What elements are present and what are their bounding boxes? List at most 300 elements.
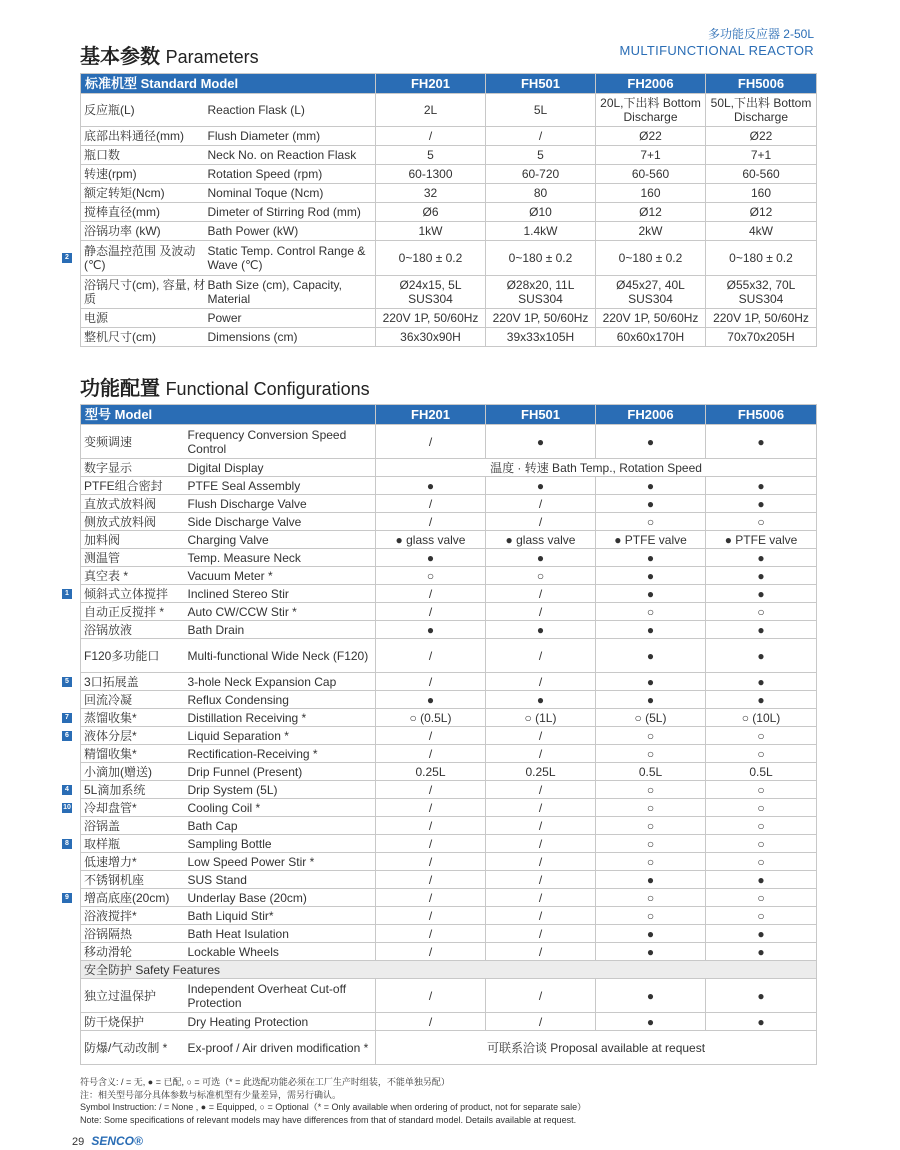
row-value: 60-1300 [376, 165, 486, 184]
row-label-en: Frequency Conversion Speed Control [186, 425, 376, 459]
row-value: ● glass valve [376, 531, 486, 549]
row-label-cn: 倾斜式立体搅拌 [81, 585, 186, 603]
row-value: ● [486, 621, 596, 639]
row-label-cn: 3口拓展盖 [81, 673, 186, 691]
row-value: ● [706, 567, 817, 585]
row-value: Ø28x20, 11L SUS304 [486, 276, 596, 309]
row-value: / [376, 425, 486, 459]
row-label-en: Drip Funnel (Present) [186, 763, 376, 781]
table-row [81, 943, 817, 961]
row-label-en: Drip System (5L) [186, 781, 376, 799]
row-value: 50L,下出料 Bottom Discharge [706, 94, 817, 127]
row-value: ● [596, 621, 706, 639]
header-model-fh201: FH201 [376, 74, 486, 94]
row-label-cn: 电源 [81, 309, 206, 328]
row-value: 7+1 [596, 146, 706, 165]
row-value: ● [706, 585, 817, 603]
row-label-en: Side Discharge Valve [186, 513, 376, 531]
row-value: / [376, 603, 486, 621]
row-label-en: Charging Valve [186, 531, 376, 549]
table-row [81, 567, 817, 585]
row-label-en: Bath Cap [186, 817, 376, 835]
row-value: ● [596, 477, 706, 495]
row-label-cn: 真空表 * [81, 567, 186, 585]
row-label-cn: 小滴加(赠送) [81, 763, 186, 781]
table-row [81, 94, 817, 127]
row-value: ● [706, 943, 817, 961]
note-line: Symbol Instruction: / = None , ● = Equipped, ○ = Optional（* = Only available when ordering of product, not for separate sale） [80, 1102, 587, 1112]
row-label-en: Digital Display [186, 459, 376, 477]
row-value: ● [706, 477, 817, 495]
row-value: / [376, 853, 486, 871]
row-value: / [376, 979, 486, 1013]
row-value: / [376, 745, 486, 763]
row-label-en: Inclined Stereo Stir [186, 585, 376, 603]
row-label-cn: 冷却盘管* [81, 799, 186, 817]
row-value: ● [706, 925, 817, 943]
row-value: 20L,下出料 Bottom Discharge [596, 94, 706, 127]
row-value: 0~180 ± 0.2 [376, 241, 486, 276]
parameters-table [80, 73, 817, 347]
row-label-en: Static Temp. Control Range & Wave (℃) [206, 241, 376, 276]
table-row [81, 835, 817, 853]
catalog-header-cn: 多功能反应器 2-50L [707, 27, 814, 41]
row-value: ○ [706, 603, 817, 621]
row-value: / [376, 925, 486, 943]
row-value: ○ [706, 817, 817, 835]
config-title-cn: 功能配置 [80, 378, 160, 400]
row-label-cn: F120多功能口 [81, 639, 186, 673]
row-value: Ø6 [376, 203, 486, 222]
row-label-cn: 取样瓶 [81, 835, 186, 853]
table-row [81, 907, 817, 925]
row-value: 5L [486, 94, 596, 127]
row-label-en: SUS Stand [186, 871, 376, 889]
row-label-en: Sampling Bottle [186, 835, 376, 853]
row-label-en: Bath Drain [186, 621, 376, 639]
row-value: / [486, 673, 596, 691]
row-value: ● [486, 549, 596, 567]
row-value: / [376, 495, 486, 513]
row-value: ○ [596, 817, 706, 835]
row-label-cn: 反应瓶(L) [81, 94, 206, 127]
row-value: / [376, 889, 486, 907]
row-value: 0~180 ± 0.2 [486, 241, 596, 276]
header-model-fh2006: FH2006 [596, 405, 706, 425]
table-row [81, 745, 817, 763]
row-number-badge: 8 [62, 839, 72, 849]
row-label-cn: 精馏收集* [81, 745, 186, 763]
row-value: 39x33x105H [486, 328, 596, 347]
row-number-badge: 7 [62, 713, 72, 723]
header-model-fh5006: FH5006 [706, 405, 817, 425]
row-number-badge: 4 [62, 785, 72, 795]
note-line: 注：相关型号部分具体参数与标准机型有少量差异，需另行确认。 [80, 1089, 342, 1100]
row-value: 1.4kW [486, 222, 596, 241]
row-value: ● [596, 871, 706, 889]
row-label-en: Reflux Condensing [186, 691, 376, 709]
row-label-cn: 额定转矩(Ncm) [81, 184, 206, 203]
row-value: ● [596, 1013, 706, 1031]
row-value: / [486, 745, 596, 763]
row-value: ○ [706, 727, 817, 745]
row-value: ● [596, 425, 706, 459]
row-value: / [486, 853, 596, 871]
row-label-en: Cooling Coil * [186, 799, 376, 817]
row-value: Ø10 [486, 203, 596, 222]
table-row [81, 727, 817, 745]
row-value: 0.25L [376, 763, 486, 781]
row-value: ● [376, 691, 486, 709]
row-value: / [486, 889, 596, 907]
row-value: 0~180 ± 0.2 [706, 241, 817, 276]
row-value: / [486, 817, 596, 835]
row-value: ● [596, 943, 706, 961]
row-label-cn: 5L滴加系统 [81, 781, 186, 799]
row-number-badge: 6 [62, 731, 72, 741]
row-value: ● [706, 691, 817, 709]
row-value: ● [596, 549, 706, 567]
row-label-cn: 浴锅盖 [81, 817, 186, 835]
row-value: / [376, 639, 486, 673]
row-value: 60-720 [486, 165, 596, 184]
table-row [81, 127, 817, 146]
row-value: / [486, 513, 596, 531]
table-row [81, 328, 817, 347]
row-label-en: 3-hole Neck Expansion Cap [186, 673, 376, 691]
table-row [81, 1013, 817, 1031]
row-value: ● [706, 549, 817, 567]
header-model-fh5006: FH5006 [706, 74, 817, 94]
row-value: 80 [486, 184, 596, 203]
row-label-cn: 搅棒直径(mm) [81, 203, 206, 222]
row-label-en: Auto CW/CCW Stir * [186, 603, 376, 621]
row-value: ● [706, 1013, 817, 1031]
row-label-cn: 浴液搅拌* [81, 907, 186, 925]
row-label-cn: 浴锅尺寸(cm), 容量, 材质 [81, 276, 206, 309]
row-value: 220V 1P, 50/60Hz [706, 309, 817, 328]
table-row [81, 925, 817, 943]
row-value: 7+1 [706, 146, 817, 165]
row-value: / [376, 781, 486, 799]
row-value: ○ [706, 781, 817, 799]
brand-logo-text: SENCO [91, 1134, 134, 1148]
row-label-en: Bath Size (cm), Capacity, Material [206, 276, 376, 309]
row-label-en: Flush Discharge Valve [186, 495, 376, 513]
table-row [81, 781, 817, 799]
row-value: / [486, 1013, 596, 1031]
row-label-en: Low Speed Power Stir * [186, 853, 376, 871]
row-label-en: Reaction Flask (L) [206, 94, 376, 127]
row-value: ● [706, 673, 817, 691]
row-label-en: Flush Diameter (mm) [206, 127, 376, 146]
header-model-fh201: FH201 [376, 405, 486, 425]
table-row [81, 459, 817, 477]
row-label-en: Dimeter of Stirring Rod (mm) [206, 203, 376, 222]
row-value: / [376, 1013, 486, 1031]
row-value: ○ [596, 727, 706, 745]
header-model-fh2006: FH2006 [596, 74, 706, 94]
page-footer [72, 1134, 143, 1148]
row-value: / [376, 513, 486, 531]
row-number-badge: 5 [62, 677, 72, 687]
page-number: 29 [72, 1136, 85, 1148]
row-value: ● [706, 639, 817, 673]
row-value: ○ [596, 513, 706, 531]
note-line: 符号含义: / = 无, ● = 已配, ○ = 可选（* = 此选配功能必须在工厂生产时组装，不能单独另配） [80, 1077, 450, 1087]
row-value: ○ [486, 567, 596, 585]
row-number-badge: 9 [62, 893, 72, 903]
row-value: / [376, 127, 486, 146]
table-row [81, 549, 817, 567]
row-value: ○ [596, 853, 706, 871]
row-label-cn: 直放式放料阀 [81, 495, 186, 513]
row-value: ○ [706, 745, 817, 763]
row-value: 160 [706, 184, 817, 203]
row-value: ○ [596, 889, 706, 907]
table-row [81, 817, 817, 835]
row-value: 0.25L [486, 763, 596, 781]
row-label-en: Underlay Base (20cm) [186, 889, 376, 907]
row-value: Ø12 [596, 203, 706, 222]
row-label-en: Multi-functional Wide Neck (F120) [186, 639, 376, 673]
row-value: / [376, 907, 486, 925]
row-value: / [486, 799, 596, 817]
row-value: / [486, 127, 596, 146]
row-value: / [376, 673, 486, 691]
row-value: / [376, 871, 486, 889]
row-label-en: Lockable Wheels [186, 943, 376, 961]
row-value: ● [596, 691, 706, 709]
row-value: ○ (5L) [596, 709, 706, 727]
row-label-cn: 蒸馏收集* [81, 709, 186, 727]
row-value: / [376, 817, 486, 835]
configurations-table [80, 404, 817, 1065]
row-value: ○ [706, 799, 817, 817]
row-value: ● [596, 567, 706, 585]
row-value: 32 [376, 184, 486, 203]
row-value: ● PTFE valve [596, 531, 706, 549]
table-row [81, 621, 817, 639]
row-value: 220V 1P, 50/60Hz [596, 309, 706, 328]
row-label-en: Neck No. on Reaction Flask [206, 146, 376, 165]
row-value: ● [706, 871, 817, 889]
row-label-en: Bath Heat Isulation [186, 925, 376, 943]
row-value: 60-560 [706, 165, 817, 184]
row-value: ○ [706, 835, 817, 853]
table-row [81, 799, 817, 817]
row-value: / [486, 943, 596, 961]
row-label-cn: 静态温控范围 及波动(℃) [81, 241, 206, 276]
row-value: ○ (10L) [706, 709, 817, 727]
row-value-span: 温度 · 转速 Bath Temp., Rotation Speed [376, 459, 817, 477]
params-title-cn: 基本参数 [80, 46, 160, 68]
row-value: ● glass valve [486, 531, 596, 549]
row-value: ○ [596, 907, 706, 925]
row-label-cn: 变频调速 [81, 425, 186, 459]
row-value: ● [596, 585, 706, 603]
row-label-cn: 液体分层* [81, 727, 186, 745]
row-label-cn: 浴锅功率 (kW) [81, 222, 206, 241]
row-value: / [486, 871, 596, 889]
row-value: / [486, 781, 596, 799]
row-value: Ø55x32, 70L SUS304 [706, 276, 817, 309]
row-value: / [486, 639, 596, 673]
row-number-badge: 2 [62, 253, 72, 263]
table-row [81, 603, 817, 621]
row-value: 70x70x205H [706, 328, 817, 347]
row-value: / [486, 925, 596, 943]
row-label-en: Bath Liquid Stir* [186, 907, 376, 925]
row-value: Ø45x27, 40L SUS304 [596, 276, 706, 309]
row-value: / [486, 979, 596, 1013]
table-row [81, 203, 817, 222]
header-model-label: 型号 Model [81, 405, 376, 425]
row-label-cn: 瓶口数 [81, 146, 206, 165]
row-label-cn: 底部出料通径(mm) [81, 127, 206, 146]
row-value: 160 [596, 184, 706, 203]
row-label-cn: 浴锅隔热 [81, 925, 186, 943]
row-label-en: Rectification-Receiving * [186, 745, 376, 763]
row-label-cn: 浴锅放液 [81, 621, 186, 639]
row-value: ○ [596, 745, 706, 763]
row-value: ● [596, 979, 706, 1013]
table-row [81, 979, 817, 1013]
row-value: ○ [706, 907, 817, 925]
table-row [81, 853, 817, 871]
row-label-en: Power [206, 309, 376, 328]
catalog-header-en: MULTIFUNCTIONAL REACTOR [619, 43, 814, 58]
note-line: Note: Some specifications of relevant models may have differences from that of standard model. Details available at request. [80, 1114, 577, 1125]
row-value: ● [376, 477, 486, 495]
row-value: / [486, 495, 596, 513]
row-value: ○ (1L) [486, 709, 596, 727]
row-value: ● PTFE valve [706, 531, 817, 549]
table-row [81, 165, 817, 184]
row-label-en: Dry Heating Protection [186, 1013, 376, 1031]
table-row [81, 763, 817, 781]
row-label-en: PTFE Seal Assembly [186, 477, 376, 495]
row-label-en: Ex-proof / Air driven modification * [186, 1031, 376, 1065]
row-value: / [376, 727, 486, 745]
row-label-cn: 测温管 [81, 549, 186, 567]
row-value: ● [706, 979, 817, 1013]
row-value: 0.5L [596, 763, 706, 781]
row-label-cn: 整机尺寸(cm) [81, 328, 206, 347]
table-row [81, 222, 817, 241]
config-header-row [81, 405, 817, 425]
table-row [81, 871, 817, 889]
registered-mark: ® [134, 1134, 143, 1148]
row-label-cn: 加料阀 [81, 531, 186, 549]
row-value: / [486, 603, 596, 621]
row-label-cn: PTFE组合密封 [81, 477, 186, 495]
row-value: ○ [596, 835, 706, 853]
row-value: ○ [596, 603, 706, 621]
row-value: / [376, 585, 486, 603]
row-label-cn: 侧放式放料阀 [81, 513, 186, 531]
brand-logo [91, 1134, 143, 1148]
row-value: / [486, 585, 596, 603]
row-label-cn: 防爆/气动改制 * [81, 1031, 186, 1065]
row-value: ● [376, 621, 486, 639]
table-row [81, 477, 817, 495]
row-value: ● [596, 495, 706, 513]
row-value: 5 [376, 146, 486, 165]
row-value: ○ [706, 889, 817, 907]
section-label: 安全防护 Safety Features [81, 961, 817, 979]
row-value: ● [376, 549, 486, 567]
params-header-row [81, 74, 817, 94]
table-row [81, 276, 817, 309]
row-value: / [376, 799, 486, 817]
header-model-label: 标准机型 Standard Model [81, 74, 376, 94]
table-row [81, 425, 817, 459]
row-label-cn: 增高底座(20cm) [81, 889, 186, 907]
row-value: Ø12 [706, 203, 817, 222]
table-row [81, 691, 817, 709]
row-value: / [376, 835, 486, 853]
row-number-badge: 10 [63, 803, 71, 811]
row-value: ● [706, 425, 817, 459]
table-row [81, 673, 817, 691]
table-row [81, 531, 817, 549]
symbol-notes [80, 1076, 586, 1126]
row-value-span: 可联系洽谈 Proposal available at request [376, 1031, 817, 1065]
row-value: 5 [486, 146, 596, 165]
row-value: 4kW [706, 222, 817, 241]
row-value: ● [706, 495, 817, 513]
row-value: ○ (0.5L) [376, 709, 486, 727]
row-label-en: Nominal Toque (Ncm) [206, 184, 376, 203]
row-label-cn: 转速(rpm) [81, 165, 206, 184]
row-value: 0.5L [706, 763, 817, 781]
section-row [81, 961, 817, 979]
row-label-cn: 独立过温保护 [81, 979, 186, 1013]
table-row [81, 639, 817, 673]
row-label-en: Rotation Speed (rpm) [206, 165, 376, 184]
row-value: 1kW [376, 222, 486, 241]
row-value: Ø24x15, 5L SUS304 [376, 276, 486, 309]
row-value: 0~180 ± 0.2 [596, 241, 706, 276]
row-label-cn: 不锈钢机座 [81, 871, 186, 889]
config-title-en: Functional Configurations [165, 379, 370, 399]
catalog-header [620, 27, 814, 59]
table-row [81, 146, 817, 165]
row-value: ○ [706, 513, 817, 531]
row-label-en: Vacuum Meter * [186, 567, 376, 585]
row-value: 60x60x170H [596, 328, 706, 347]
row-value: ○ [376, 567, 486, 585]
table-row [81, 709, 817, 727]
row-value: ○ [596, 799, 706, 817]
row-number-badge: 1 [62, 589, 72, 599]
row-value: 2L [376, 94, 486, 127]
row-value: / [376, 943, 486, 961]
row-label-cn: 回流冷凝 [81, 691, 186, 709]
config-title [80, 372, 370, 401]
table-row [81, 889, 817, 907]
table-row [81, 1031, 817, 1065]
row-value: 220V 1P, 50/60Hz [376, 309, 486, 328]
row-label-en: Bath Power (kW) [206, 222, 376, 241]
row-label-en: Dimensions (cm) [206, 328, 376, 347]
table-row [81, 513, 817, 531]
row-value: / [486, 835, 596, 853]
row-label-en: Temp. Measure Neck [186, 549, 376, 567]
row-label-cn: 数字显示 [81, 459, 186, 477]
table-row [81, 309, 817, 328]
